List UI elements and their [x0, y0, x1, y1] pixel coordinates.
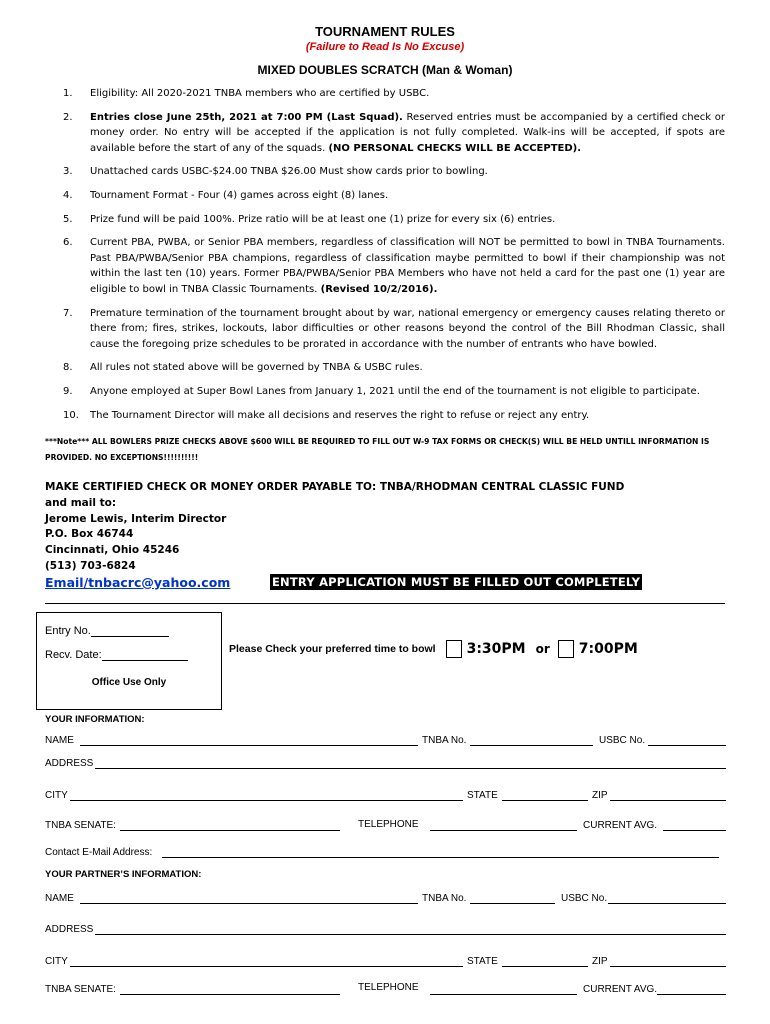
rule-item: 4. Tournament Format - Four (4) games across eight (8) lanes. [63, 189, 389, 201]
state-field[interactable] [502, 800, 588, 801]
checkbox-330pm[interactable] [446, 640, 462, 658]
rule-item: 9. Anyone employed at Super Bowl Lanes from January 1, 2021 until the end of the tournament is not eligible to participate. [63, 385, 700, 397]
phone-number: (513) 703-6824 [45, 559, 136, 572]
partner-tnba-no-field[interactable] [470, 903, 555, 904]
po-box: P.O. Box 46744 [45, 528, 134, 541]
partner-current-avg-field[interactable] [657, 994, 726, 995]
partner-usbc-no-field[interactable] [608, 903, 726, 904]
event-heading: MIXED DOUBLES SCRATCH (Man & Woman) [257, 63, 513, 77]
partner-telephone-label: TELEPHONE [358, 982, 419, 993]
partner-tnba-senate-field[interactable] [120, 994, 340, 995]
partner-name-field[interactable] [80, 903, 418, 904]
partner-city-label: CITY [45, 956, 68, 967]
city-field[interactable] [70, 800, 463, 801]
zip-field[interactable] [610, 800, 726, 801]
telephone-label: TELEPHONE [358, 819, 419, 830]
partner-name-label: NAME [45, 893, 74, 904]
city-state-zip: Cincinnati, Ohio 45246 [45, 544, 180, 557]
or-text: or [535, 642, 550, 656]
partner-zip-label: ZIP [592, 956, 608, 967]
w9-note: ***Note*** ALL BOWLERS PRIZE CHECKS ABOVE $600 WILL BE REQUIRED TO FILL OUT W-9 TAX FORMS OR CHECK(S) WILL BE HELD UNTILL INFORMATION IS PROVIDED. NO EXCEPTIONS!!!!!!!!!! [45, 437, 710, 462]
checkbox-700pm[interactable] [558, 640, 574, 658]
time-preference [229, 640, 638, 658]
partner-current-avg-label: CURRENT AVG. [583, 984, 658, 995]
partner-address-label: ADDRESS [45, 924, 94, 935]
payable-line: MAKE CERTIFIED CHECK OR MONEY ORDER PAYABLE TO: TNBA/RHODMAN CENTRAL CLASSIC FUND [45, 481, 625, 493]
rule-item: 5. Prize fund will be paid 100%. Prize ratio will be at least one (1) prize for every six (6) entries. [63, 213, 556, 225]
page-title: TOURNAMENT RULES [315, 24, 455, 39]
preference-label: Please Check your preferred time to bowl [229, 643, 436, 655]
telephone-field[interactable] [430, 830, 577, 831]
current-avg-field[interactable] [663, 830, 726, 831]
recv-date-field[interactable] [102, 660, 188, 661]
tnba-no-field[interactable] [470, 745, 593, 746]
director-name: Jerome Lewis, Interim Director [45, 512, 227, 525]
address-label: ADDRESS [45, 758, 94, 769]
partner-usbc-no-label: USBC No. [561, 893, 608, 904]
time-option-330: 3:30PM [466, 641, 526, 657]
entry-no-field[interactable] [91, 636, 169, 637]
mail-to-line: and mail to: [45, 496, 117, 509]
rule-item: 1. Eligibility: All 2020-2021 TNBA members who are certified by USBC. [63, 88, 430, 99]
name-field[interactable] [80, 745, 418, 746]
page-subtitle: (Failure to Read Is No Excuse) [305, 41, 465, 53]
name-label: NAME [45, 735, 74, 746]
zip-label: ZIP [592, 790, 608, 801]
entry-banner: ENTRY APPLICATION MUST BE FILLED OUT COMPLETELY [272, 575, 641, 589]
partner-city-field[interactable] [70, 966, 463, 967]
rule-item: 3. Unattached cards USBC-$24.00 TNBA $26.00 Must show cards prior to bowling. [63, 166, 488, 178]
email-field[interactable] [162, 857, 719, 858]
divider [45, 603, 725, 604]
partner-address-field[interactable] [95, 934, 726, 935]
email-link[interactable]: Email/tnbacrc@yahoo.com [45, 574, 231, 590]
tnba-senate-label: TNBA SENATE: [45, 820, 116, 831]
your-info-heading: YOUR INFORMATION: [45, 714, 145, 725]
email-label: Contact E-Mail Address: [45, 847, 153, 858]
partner-info-heading: YOUR PARTNER’S INFORMATION: [45, 869, 202, 880]
partner-telephone-field[interactable] [430, 994, 577, 995]
entry-no-label: Entry No. [45, 625, 91, 637]
rule-item: 2. Entries close June 25th, 2021 at 7:00 PM (Last Squad). Reserved entries must be accompanied by a certified check or money order. No entry will be accepted if the application is not fully completed. Walk-ins will be accepted, if spots are available before the start of any of the squads. (NO PERSONAL CHECKS WILL BE ACCEPTED). [63, 111, 725, 154]
rule-item: 10. The Tournament Director will make all decisions and reserves the right to refuse or reject any entry. [63, 409, 590, 421]
state-label: STATE [467, 790, 498, 801]
tnba-senate-field[interactable] [120, 830, 340, 831]
time-option-700: 7:00PM [578, 641, 638, 657]
usbc-no-label: USBC No. [599, 735, 646, 746]
partner-state-field[interactable] [502, 966, 588, 967]
office-use-box [36, 612, 222, 710]
recv-date-label: Recv. Date: [45, 649, 102, 661]
partner-zip-field[interactable] [610, 966, 726, 967]
rule-item: 8. All rules not stated above will be governed by TNBA & USBC rules. [63, 362, 423, 374]
current-avg-label: CURRENT AVG. [583, 820, 658, 831]
rules-list [63, 86, 725, 431]
rule-item: 6. Current PBA, PWBA, or Senior PBA members, regardless of classification will NOT be permitted to bowl in TNBA Tournaments. Past PBA/PWBA/Senior PBA champions, regardless of classification maybe permitted to bowl if their championship was not within the last ten (10) years. Former PBA/PWBA/Senior PBA Members who have not held a card for the past one (1) year are eligible to bowl in TNBA Classic Tournaments. (Revised 10/2/2016). [63, 237, 725, 295]
office-use-caption: Office Use Only [91, 677, 167, 688]
usbc-no-field[interactable] [648, 745, 726, 746]
partner-tnba-no-label: TNBA No. [422, 893, 467, 904]
tnba-no-label: TNBA No. [422, 735, 467, 746]
partner-state-label: STATE [467, 956, 498, 967]
address-field[interactable] [95, 768, 726, 769]
rule-item: 7. Premature termination of the tournament brought about by war, national emergency or emergency causes relating thereto or there from; fires, strikes, lockouts, labor difficulties or other reasons beyond the control of the Bill Rhodman Classic, shall cause the foregoing prize schedules to be prorated in accordance with the number of entrants who have bowled. [63, 307, 725, 350]
city-label: CITY [45, 790, 68, 801]
partner-tnba-senate-label: TNBA SENATE: [45, 984, 116, 995]
